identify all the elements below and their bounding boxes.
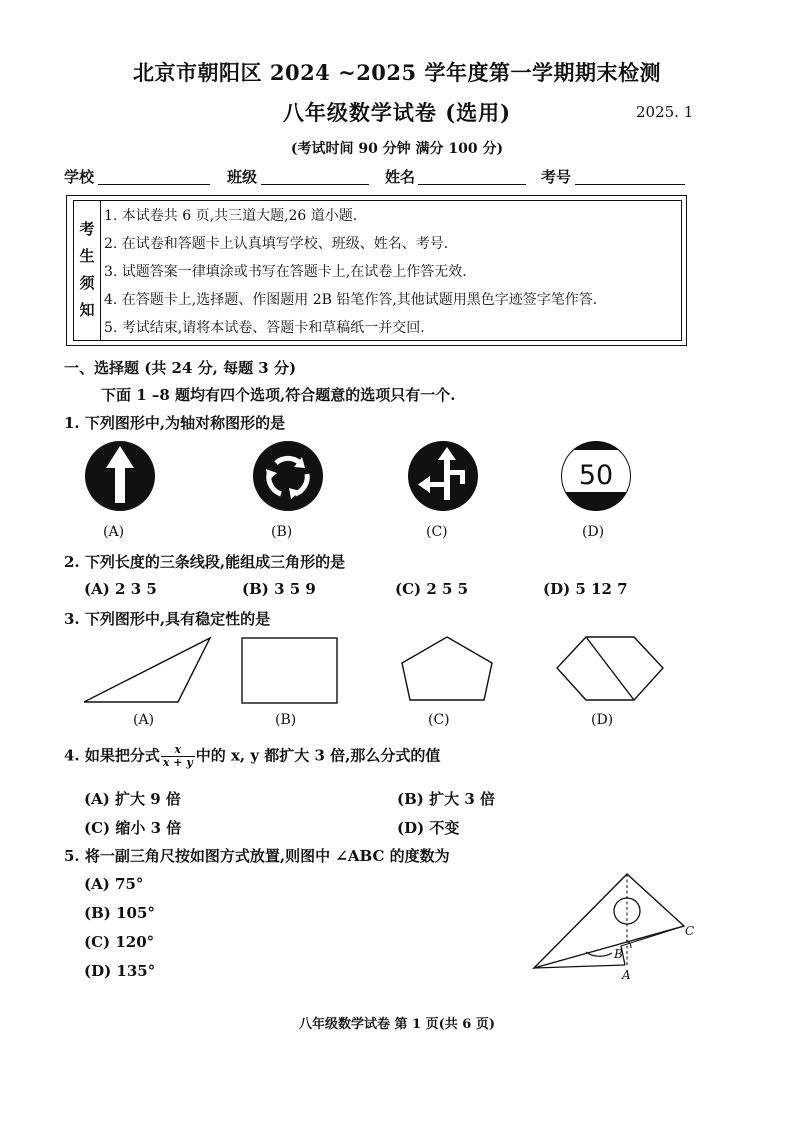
q3-label-a: (A) — [133, 712, 155, 728]
q5-option-b: (B) 105° — [84, 904, 155, 922]
q1-sign-b — [252, 440, 324, 512]
q1-sign-c — [407, 440, 479, 512]
q3-hexagon-diagonal — [554, 636, 666, 702]
q5-option-c: (C) 120° — [84, 933, 155, 951]
q3-rectangle — [241, 637, 338, 704]
section-title: 一、选择题 (共 24 分, 每题 3 分) — [64, 359, 297, 377]
q3-triangle — [82, 636, 214, 704]
field-name-input[interactable] — [418, 184, 526, 185]
notice-label-char: 须 — [79, 274, 95, 292]
notice-item: 3. 试题答案一律填涂或书写在答题卡上,在试卷上作答无效. — [104, 264, 467, 280]
q4-option-d: (D) 不变 — [397, 819, 460, 837]
q4-option-a: (A) 扩大 9 倍 — [84, 790, 181, 808]
q1-label-c: (C) — [426, 524, 448, 540]
q3-label-c: (C) — [428, 712, 450, 728]
q4-option-b: (B) 扩大 3 倍 — [397, 790, 495, 808]
q5-option-d: (D) 135° — [84, 962, 156, 980]
notice-item: 5. 考试结束,请将本试卷、答题卡和草稿纸一并交回. — [104, 320, 425, 336]
field-id-label: 考号 — [541, 168, 572, 186]
q3-label-d: (D) — [591, 712, 614, 728]
q5-option-a: (A) 75° — [84, 875, 144, 893]
point-label-b: B — [614, 947, 623, 961]
question-4-stem — [64, 744, 440, 769]
field-school-input[interactable] — [98, 184, 210, 185]
point-label-a: A — [622, 968, 631, 982]
field-class-label: 班级 — [227, 168, 258, 186]
q4-stem-suffix: 中的 x, y 都扩大 3 倍,那么分式的值 — [195, 746, 441, 765]
q4-option-c: (C) 缩小 3 倍 — [84, 819, 182, 837]
q2-option-b: (B) 3 5 9 — [242, 580, 316, 598]
q1-sign-d — [560, 440, 632, 512]
field-class-input[interactable] — [261, 184, 369, 185]
q1-label-d: (D) — [582, 524, 605, 540]
q1-label-a: (A) — [103, 524, 125, 540]
question-5-stem: 5. 将一副三角尺按如图方式放置,则图中 ∠ABC 的度数为 — [64, 847, 450, 865]
notice-item: 1. 本试卷共 6 页,共三道大题,26 道小题. — [104, 208, 358, 224]
exam-info: (考试时间 90 分钟 满分 100 分) — [290, 141, 504, 157]
exam-date: 2025. 1 — [636, 103, 694, 121]
q2-option-d: (D) 5 12 7 — [543, 580, 628, 598]
notice-item: 4. 在答题卡上,选择题、作图题用 2B 铅笔作答,其他试题用黑色字迹签字笔作答. — [104, 292, 598, 308]
q2-option-a: (A) 2 3 5 — [84, 580, 157, 598]
page-footer: 八年级数学试卷 第 1 页(共 6 页) — [298, 1017, 496, 1032]
page-title: 北京市朝阳区 2024 ~2025 学年度第一学期期末检测 — [133, 60, 661, 85]
sign-d-speed: 50 — [578, 460, 614, 491]
q3-pentagon — [400, 636, 494, 702]
question-2-stem: 2. 下列长度的三条线段,能组成三角形的是 — [64, 553, 346, 571]
notice-label — [74, 201, 101, 340]
paper-subtitle: 八年级数学试卷 (选用) — [282, 100, 512, 125]
notice-label-char: 生 — [79, 247, 95, 265]
point-label-c: C — [685, 924, 695, 938]
q3-label-b: (B) — [275, 712, 297, 728]
q2-option-c: (C) 2 5 5 — [395, 580, 469, 598]
q1-label-b: (B) — [271, 524, 293, 540]
q5-triangle-rulers-figure — [528, 868, 708, 983]
field-school-label: 学校 — [64, 168, 95, 186]
q1-sign-a — [84, 440, 156, 512]
field-id-input[interactable] — [575, 184, 685, 185]
notice-item: 2. 在试卷和答题卡上认真填写学校、班级、姓名、考号. — [104, 236, 449, 252]
q4-stem-prefix: 4. 如果把分式 — [64, 746, 160, 765]
question-3-stem: 3. 下列图形中,具有稳定性的是 — [64, 610, 271, 628]
fraction-numerator: x — [161, 744, 195, 757]
question-1-stem: 1. 下列图形中,为轴对称图形的是 — [64, 414, 286, 432]
notice-label-char: 知 — [79, 301, 95, 319]
q4-fraction — [161, 744, 195, 769]
fraction-denominator: x + y — [162, 756, 193, 769]
notice-label-char: 考 — [79, 220, 95, 238]
field-name-label: 姓名 — [385, 168, 416, 186]
section-instruction: 下面 1 –8 题均有四个选项,符合题意的选项只有一个. — [101, 386, 456, 404]
